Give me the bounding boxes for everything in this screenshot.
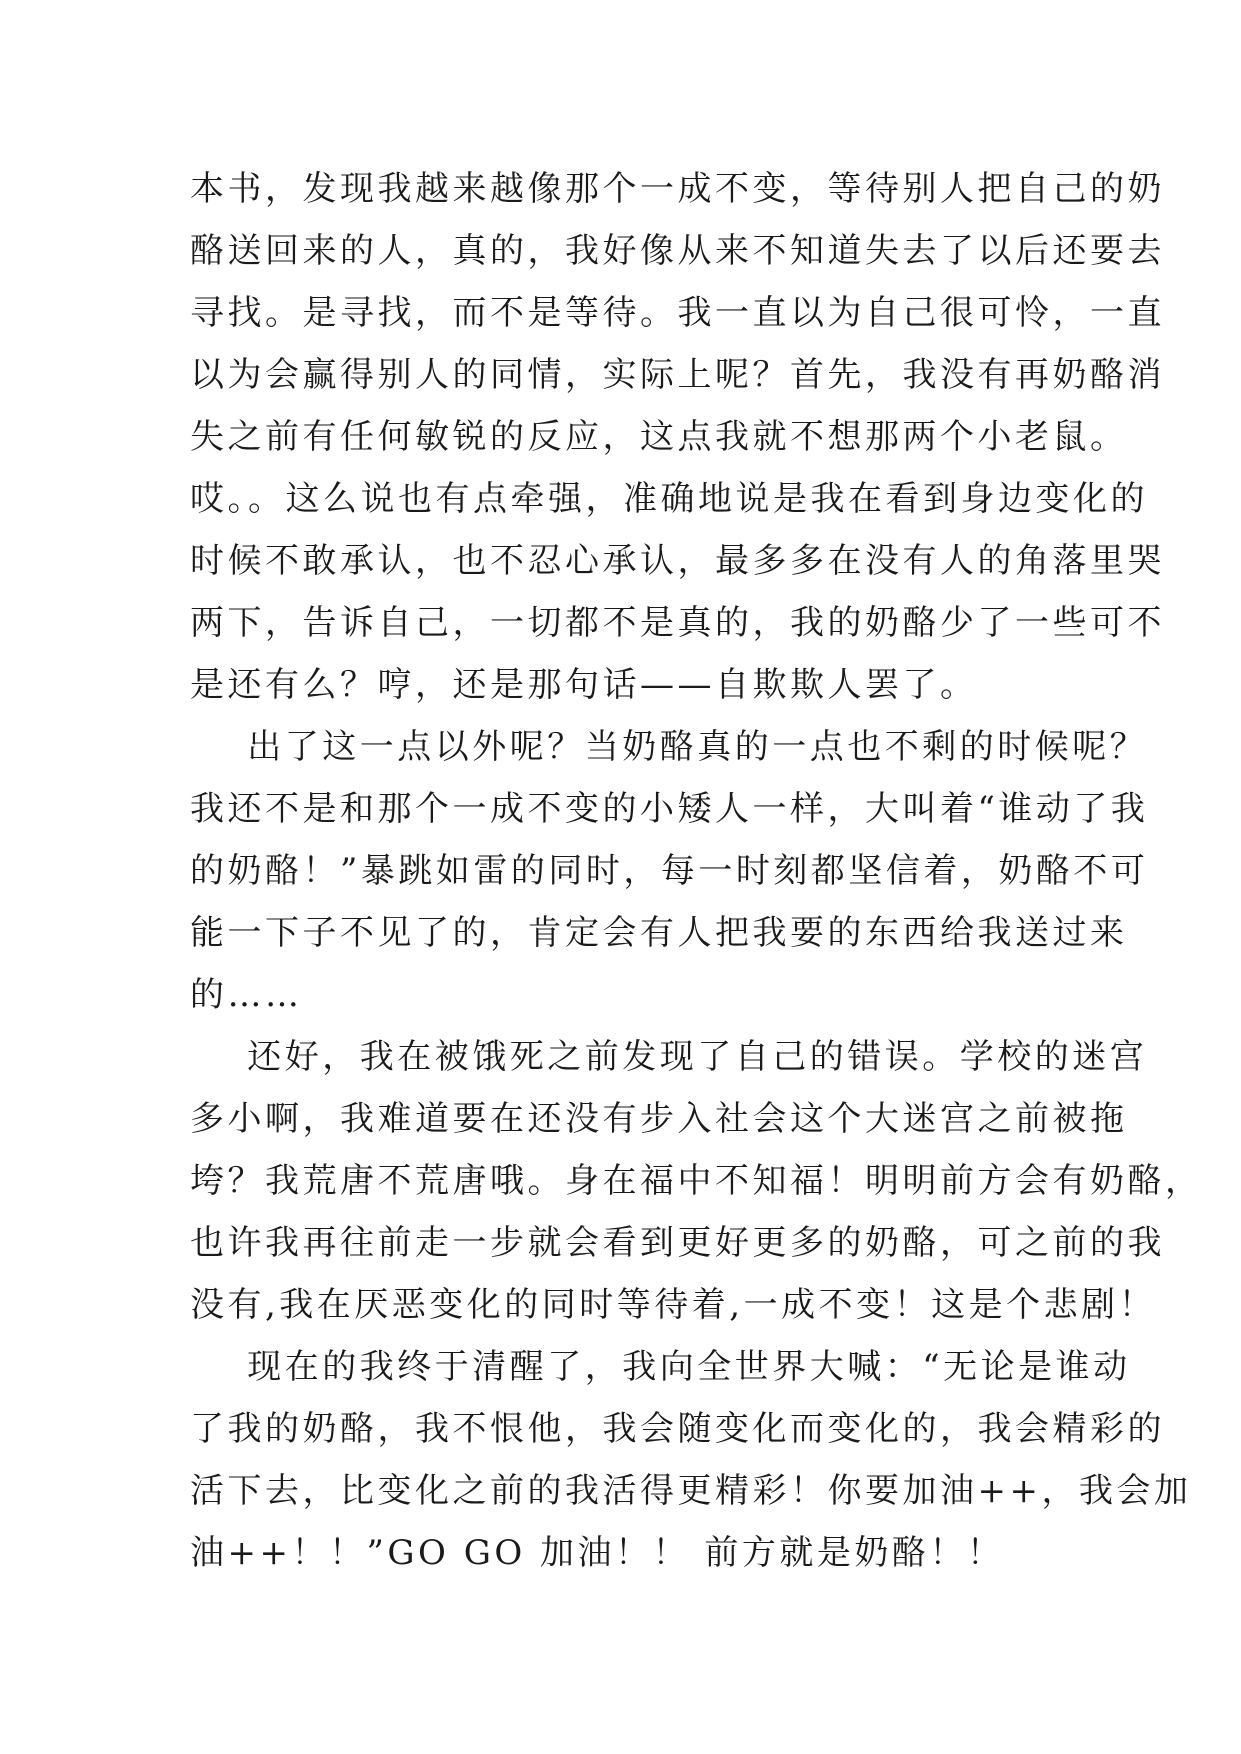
text-line-16: 多小啊，我难道要在还没有步入社会这个大迷宫之前被拖 bbox=[190, 1099, 1128, 1139]
text-line-19: 没有,我在厌恶变化的同时等待着,一成不变！这是个悲剧！ bbox=[190, 1285, 1157, 1325]
text-line-8: 两下，告诉自己，一切都不是真的，我的奶酪少了一些可不 bbox=[190, 603, 1165, 643]
text-line-22: 活下去，比变化之前的我活得更精彩！你要加油++，我会加 bbox=[190, 1471, 1192, 1511]
text-line-13: 能一下子不见了的，肯定会有人把我要的东西给我送过来 bbox=[190, 913, 1128, 953]
body-text bbox=[190, 158, 1203, 1584]
text-line-10: 出了这一点以外呢？当奶酪真的一点也不剩的时候呢？ bbox=[190, 727, 1148, 767]
text-line-18: 也许我再往前走一步就会看到更好更多的奶酪，可之前的我 bbox=[190, 1223, 1165, 1263]
text-line-17: 垮？我荒唐不荒唐哦。身在福中不知福！明明前方会有奶酪， bbox=[190, 1161, 1203, 1201]
text-line-9: 是还有么？哼，还是那句话——自欺欺人罢了。 bbox=[190, 665, 978, 705]
text-line-23: 油++！！”GO GO 加油！！ 前方就是奶酪！！ bbox=[190, 1533, 1005, 1573]
text-line-3: 寻找。是寻找，而不是等待。我一直以为自己很可怜，一直 bbox=[190, 293, 1165, 333]
text-line-6: 哎。。这么说也有点牵强，准确地说是我在看到身边变化的 bbox=[190, 479, 1148, 519]
text-line-20: 现在的我终于清醒了，我向全世界大喊：“无论是谁动 bbox=[190, 1347, 1131, 1387]
text-line-11: 我还不是和那个一成不变的小矮人一样，大叫着“谁动了我 bbox=[190, 789, 1149, 829]
text-line-14: 的…… bbox=[190, 975, 303, 1015]
text-line-1: 本书，发现我越来越像那个一成不变，等待别人把自己的奶 bbox=[190, 169, 1165, 209]
text-line-15: 还好，我在被饿死之前发现了自己的错误。学校的迷宫 bbox=[190, 1037, 1148, 1077]
text-line-4: 以为会赢得别人的同情，实际上呢？首先，我没有再奶酪消 bbox=[190, 355, 1165, 395]
text-line-2: 酪送回来的人，真的，我好像从来不知道失去了以后还要去 bbox=[190, 231, 1165, 271]
text-line-12: 的奶酪！”暴跳如雷的同时，每一时刻都坚信着，奶酪不可 bbox=[190, 851, 1149, 891]
text-line-7: 时候不敢承认，也不忍心承认，最多多在没有人的角落里哭 bbox=[190, 541, 1165, 581]
text-line-21: 了我的奶酪，我不恨他，我会随变化而变化的，我会精彩的 bbox=[190, 1409, 1165, 1449]
text-line-5: 失之前有任何敏锐的反应，这点我就不想那两个小老鼠。 bbox=[190, 417, 1128, 457]
